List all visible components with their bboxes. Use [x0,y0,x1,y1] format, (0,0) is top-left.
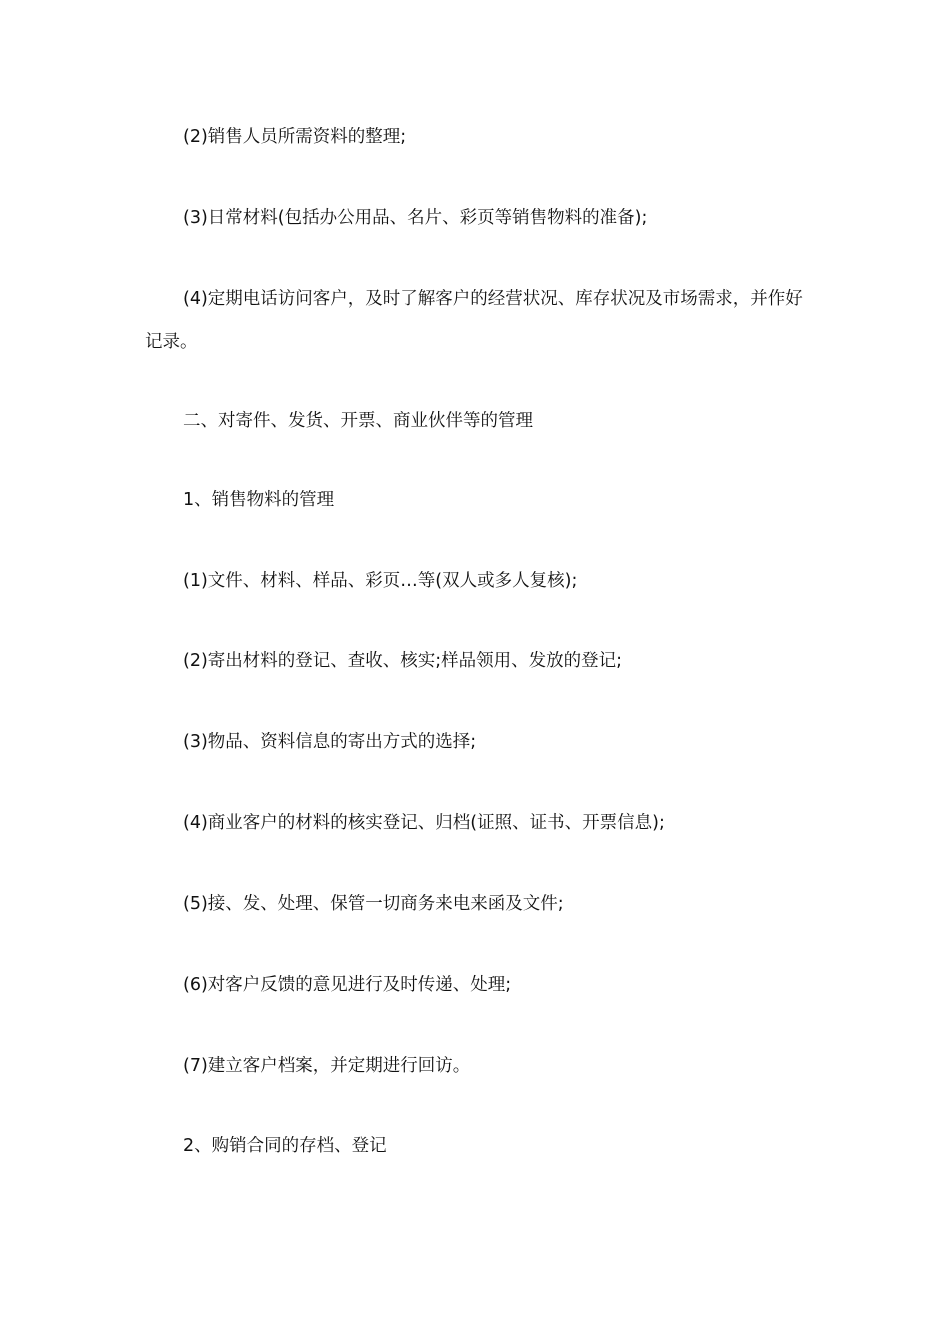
subsection-heading-2: 2、购销合同的存档、登记 [183,1136,387,1156]
paragraph-9: (6)对客户反馈的意见进行及时传递、处理; [183,975,512,995]
paragraph-1: (2)销售人员所需资料的整理; [183,127,407,147]
paragraph-10: (7)建立客户档案，并定期进行回访。 [183,1056,471,1076]
paragraph-2: (3)日常材料(包括办公用品、名片、彩页等销售物料的准备); [183,208,648,228]
paragraph-5: (2)寄出材料的登记、查收、核实;样品领用、发放的登记; [183,651,623,671]
paragraph-8: (5)接、发、处理、保管一切商务来电来函及文件; [183,894,564,914]
paragraph-7: (4)商业客户的材料的核实登记、归档(证照、证书、开票信息); [183,813,665,833]
paragraph-3: (4)定期电话访问客户，及时了解客户的经营状况、库存状况及市场需求，并作好记录。 [145,289,803,352]
paragraph-4: (1)文件、材料、样品、彩页…等(双人或多人复核); [183,571,578,591]
paragraph-6: (3)物品、资料信息的寄出方式的选择; [183,732,477,752]
subsection-heading-1: 1、销售物料的管理 [183,490,335,510]
section-heading: 二、对寄件、发货、开票、商业伙伴等的管理 [183,411,533,431]
